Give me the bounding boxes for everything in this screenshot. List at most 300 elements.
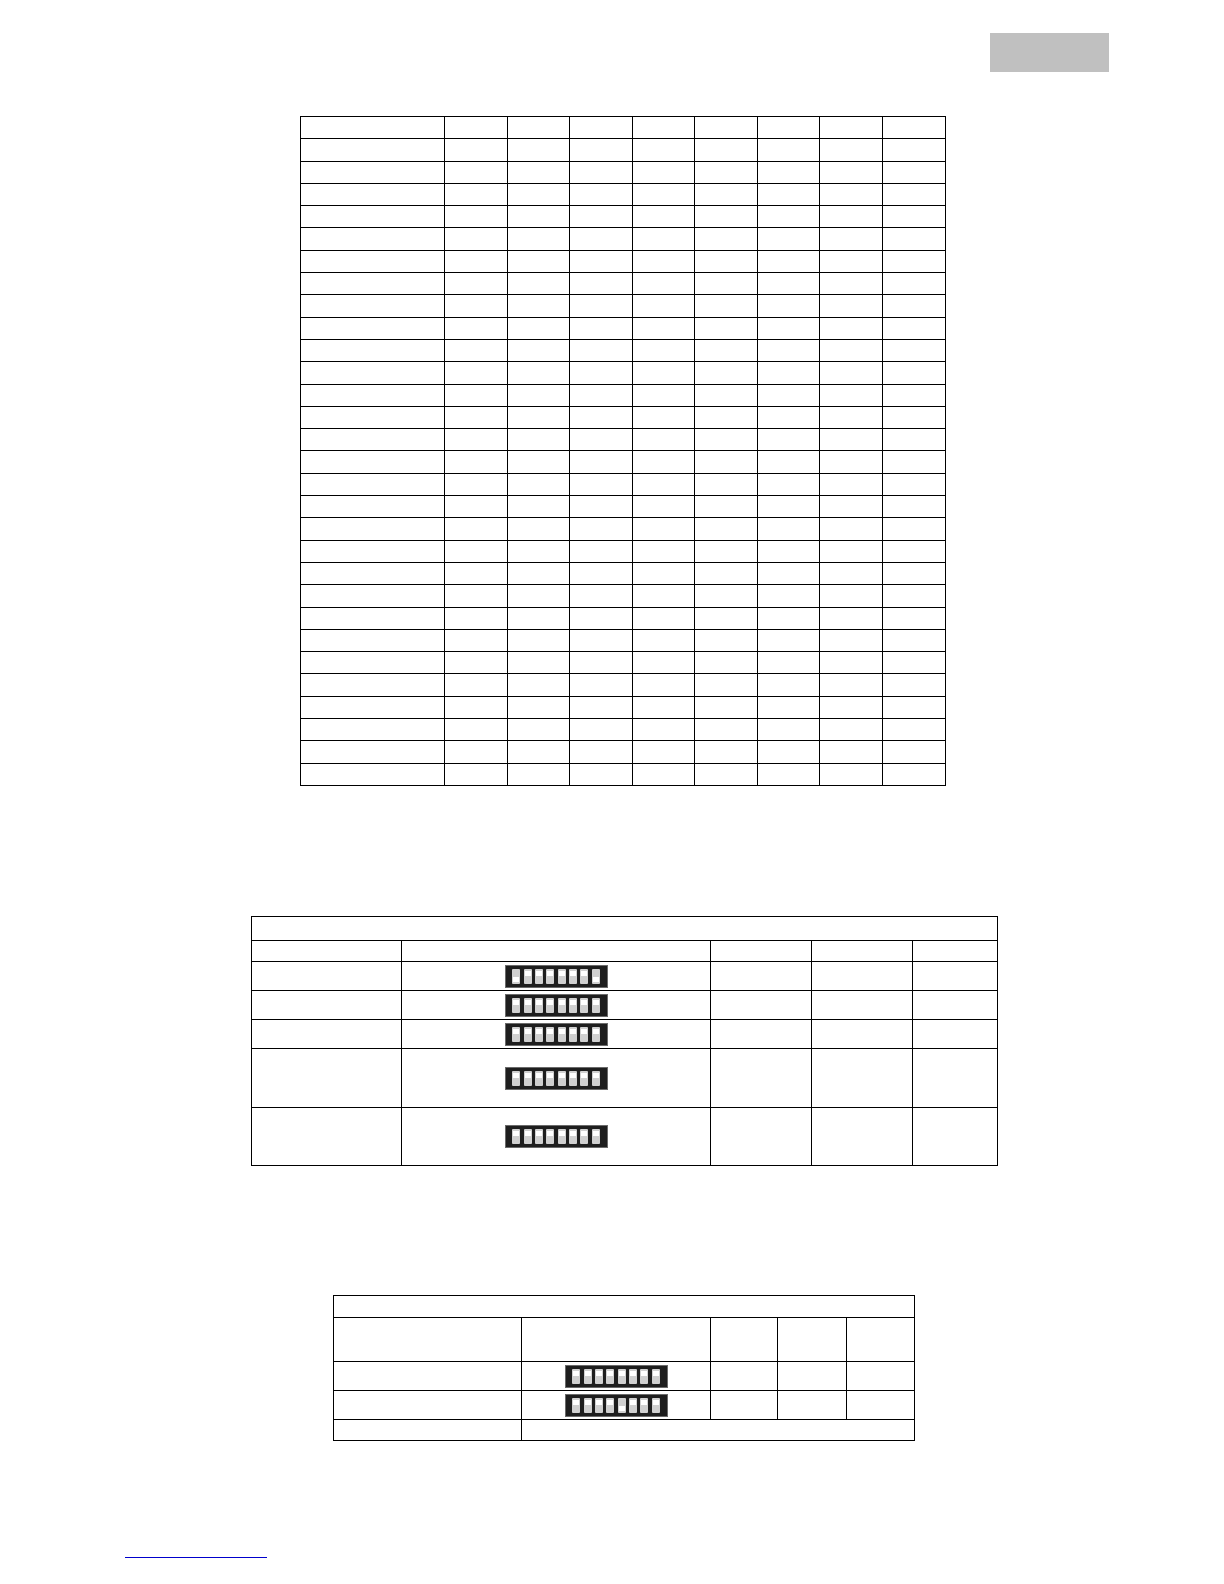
table-cell <box>695 362 758 384</box>
dip-switch-lever <box>546 1129 554 1144</box>
table-cell <box>695 473 758 495</box>
table-row <box>301 339 946 361</box>
table-row <box>301 384 946 406</box>
table-cell <box>820 585 883 607</box>
table-cell <box>570 629 633 651</box>
table-cell <box>913 962 998 991</box>
table-cell <box>812 1020 913 1049</box>
table-cell <box>445 451 508 473</box>
table-cell <box>758 473 820 495</box>
table-cell <box>301 629 445 651</box>
table-cell <box>570 451 633 473</box>
dip-switch-cell <box>402 991 711 1020</box>
table-cell <box>820 228 883 250</box>
table-cell <box>695 384 758 406</box>
table-cell <box>508 674 570 696</box>
table-cell <box>695 540 758 562</box>
table-cell <box>570 719 633 741</box>
table-cell <box>711 991 812 1020</box>
table-cell <box>812 1108 913 1166</box>
dip-switch-lever <box>629 1398 637 1413</box>
table-cell <box>883 384 946 406</box>
table-cell <box>445 763 508 785</box>
table-cell <box>695 518 758 540</box>
table-cell <box>301 540 445 562</box>
table-cell <box>883 206 946 228</box>
table-cell <box>695 206 758 228</box>
table-cell <box>445 607 508 629</box>
table-cell <box>758 652 820 674</box>
header-cell <box>334 1318 522 1362</box>
table-cell <box>883 496 946 518</box>
table-cell <box>711 962 812 991</box>
table-cell <box>820 317 883 339</box>
table-cell <box>633 250 695 272</box>
table-row <box>301 562 946 584</box>
dip-switch-lever <box>558 969 566 984</box>
table-cell <box>820 652 883 674</box>
table-cell <box>570 741 633 763</box>
table-cell <box>695 295 758 317</box>
table-cell <box>445 339 508 361</box>
table-cell <box>508 629 570 651</box>
table-cell <box>695 406 758 428</box>
table-cell <box>633 362 695 384</box>
dip-switch-lever <box>606 1398 614 1413</box>
table-row <box>301 317 946 339</box>
table-cell <box>301 139 445 161</box>
table-cell <box>445 139 508 161</box>
table-cell <box>301 429 445 451</box>
table-cell <box>820 473 883 495</box>
table-cell <box>633 139 695 161</box>
table-cell <box>695 161 758 183</box>
table-title-row <box>334 1296 915 1318</box>
table-cell <box>301 585 445 607</box>
table-cell <box>445 317 508 339</box>
table-cell <box>334 1362 522 1391</box>
dip-switch-icon <box>505 1067 608 1090</box>
dip-switch-lever <box>652 1398 660 1413</box>
dip-switch-lever <box>546 1027 554 1042</box>
table-cell <box>570 585 633 607</box>
dip-switch-cell <box>402 1049 711 1108</box>
footnote-link-underline[interactable] <box>125 1557 267 1558</box>
table-cell <box>445 206 508 228</box>
table-cell <box>445 228 508 250</box>
table-cell <box>847 1362 915 1391</box>
dip-switch-lever <box>535 998 543 1013</box>
table-row <box>301 161 946 183</box>
table-cell <box>820 161 883 183</box>
table-cell <box>913 1049 998 1108</box>
table-cell <box>570 273 633 295</box>
table-cell <box>508 317 570 339</box>
page-tab-marker <box>990 33 1109 72</box>
table-cell <box>570 317 633 339</box>
header-cell <box>522 1318 711 1362</box>
table-cell <box>445 562 508 584</box>
table-cell <box>301 228 445 250</box>
dip-switch-lever <box>558 1129 566 1144</box>
dip-switch-lever <box>535 1129 543 1144</box>
header-cell <box>913 941 998 962</box>
dip-switch-icon <box>565 1365 668 1388</box>
table-cell <box>508 362 570 384</box>
table-cell <box>758 228 820 250</box>
table-cell <box>820 562 883 584</box>
table-cell <box>252 991 402 1020</box>
dip-switch-lever <box>584 1369 592 1384</box>
table-cell <box>633 629 695 651</box>
dip-switch-lever <box>606 1369 614 1384</box>
table-cell <box>570 674 633 696</box>
table-cell <box>301 607 445 629</box>
dip-switch-lever <box>558 998 566 1013</box>
table-cell <box>633 339 695 361</box>
table-cell <box>758 339 820 361</box>
dip-switch-cell <box>402 1020 711 1049</box>
table-cell <box>695 696 758 718</box>
dip-switch-lever <box>535 1071 543 1086</box>
table-cell <box>445 696 508 718</box>
table-cell <box>633 473 695 495</box>
table-cell <box>758 496 820 518</box>
dip-switch-table-2 <box>333 1295 915 1441</box>
table-cell <box>695 339 758 361</box>
table-cell <box>445 585 508 607</box>
table-cell <box>301 719 445 741</box>
table-cell <box>633 429 695 451</box>
table-row <box>301 741 946 763</box>
table-cell <box>883 339 946 361</box>
table-cell <box>883 250 946 272</box>
table-title-row <box>252 917 998 941</box>
table-cell <box>508 139 570 161</box>
table-cell <box>301 384 445 406</box>
table-cell <box>508 429 570 451</box>
table-cell <box>758 117 820 139</box>
dip-switch-lever <box>524 1071 532 1086</box>
table-cell <box>883 117 946 139</box>
table-cell <box>820 719 883 741</box>
table-cell <box>633 763 695 785</box>
table-cell <box>883 362 946 384</box>
table-cell <box>820 496 883 518</box>
table-cell <box>847 1391 915 1420</box>
table-cell <box>695 674 758 696</box>
table-cell <box>633 384 695 406</box>
table-cell <box>633 719 695 741</box>
table-cell <box>883 295 946 317</box>
dip-switch-cell <box>522 1362 711 1391</box>
table-row <box>301 496 946 518</box>
table-cell <box>445 540 508 562</box>
table-cell <box>758 183 820 205</box>
table-row <box>301 652 946 674</box>
table-row <box>301 228 946 250</box>
table-cell <box>695 228 758 250</box>
table-cell <box>913 991 998 1020</box>
table-row <box>301 696 946 718</box>
table-cell <box>820 339 883 361</box>
dip-switch-lever <box>580 1129 588 1144</box>
table-cell <box>695 607 758 629</box>
table-cell <box>445 629 508 651</box>
table-cell <box>913 1108 998 1166</box>
table-cell <box>633 585 695 607</box>
dip-switch-cell <box>522 1391 711 1420</box>
dip-switch-lever <box>558 1071 566 1086</box>
table-row <box>301 518 946 540</box>
table-cell <box>445 429 508 451</box>
table-cell <box>758 161 820 183</box>
table-row <box>301 183 946 205</box>
grid-table <box>300 116 946 786</box>
header-cell <box>252 941 402 962</box>
table-cell <box>445 674 508 696</box>
table-cell <box>820 741 883 763</box>
table-cell <box>301 451 445 473</box>
table-cell <box>695 652 758 674</box>
table-cell <box>695 429 758 451</box>
table-cell <box>883 696 946 718</box>
dip-switch-lever <box>512 969 520 984</box>
table-row <box>301 607 946 629</box>
dip-switch-lever <box>569 1027 577 1042</box>
table-cell <box>570 473 633 495</box>
table-cell <box>570 652 633 674</box>
table-cell <box>758 719 820 741</box>
table-cell <box>820 518 883 540</box>
table-cell <box>445 362 508 384</box>
table-cell <box>301 339 445 361</box>
dip-switch-lever <box>569 969 577 984</box>
table-cell <box>570 362 633 384</box>
table-cell <box>633 206 695 228</box>
table-cell <box>252 1020 402 1049</box>
table-cell <box>695 585 758 607</box>
table-cell <box>301 183 445 205</box>
table-cell <box>820 763 883 785</box>
table-cell <box>758 273 820 295</box>
table-cell <box>445 183 508 205</box>
dip-switch-lever <box>640 1398 648 1413</box>
table-cell <box>301 273 445 295</box>
table-cell <box>711 1362 778 1391</box>
table-cell <box>508 585 570 607</box>
table-cell <box>758 406 820 428</box>
table-cell <box>570 161 633 183</box>
table-cell <box>508 473 570 495</box>
table-cell <box>758 317 820 339</box>
table-row <box>301 674 946 696</box>
table-cell <box>445 250 508 272</box>
table-cell <box>633 607 695 629</box>
table-cell <box>445 161 508 183</box>
table-cell <box>883 139 946 161</box>
table-cell <box>570 117 633 139</box>
dip-switch-lever <box>584 1398 592 1413</box>
table-cell <box>820 429 883 451</box>
dip-switch-lever <box>572 1369 580 1384</box>
table-cell <box>820 406 883 428</box>
table-cell <box>508 339 570 361</box>
table-cell <box>820 273 883 295</box>
table-cell <box>570 295 633 317</box>
dip-switch-icon <box>505 994 608 1017</box>
table-cell <box>522 1420 915 1441</box>
table-cell <box>570 696 633 718</box>
table-cell <box>820 674 883 696</box>
table-row <box>301 250 946 272</box>
header-cell <box>711 1318 778 1362</box>
dip-switch-icon <box>505 965 608 988</box>
table-cell <box>445 652 508 674</box>
table-cell <box>445 496 508 518</box>
table-cell <box>633 741 695 763</box>
dip-switch-lever <box>580 969 588 984</box>
table-cell <box>812 991 913 1020</box>
table-cell <box>758 451 820 473</box>
table-cell <box>508 540 570 562</box>
dip-switch-lever <box>572 1398 580 1413</box>
table-cell <box>508 652 570 674</box>
table-cell <box>445 117 508 139</box>
table-cell <box>301 496 445 518</box>
table-cell <box>570 607 633 629</box>
table-cell <box>301 362 445 384</box>
table-cell <box>570 339 633 361</box>
dip-switch-icon <box>565 1394 668 1417</box>
table-cell <box>301 473 445 495</box>
table-cell <box>633 273 695 295</box>
table-cell <box>508 496 570 518</box>
table-cell <box>508 273 570 295</box>
table-cell <box>758 518 820 540</box>
table-row <box>301 629 946 651</box>
table-row <box>301 473 946 495</box>
table-row <box>301 206 946 228</box>
table-row <box>301 763 946 785</box>
table-cell <box>695 719 758 741</box>
table-cell <box>758 674 820 696</box>
table-cell <box>883 183 946 205</box>
header-cell <box>402 941 711 962</box>
table-cell <box>883 719 946 741</box>
table-cell <box>758 206 820 228</box>
table-cell <box>820 451 883 473</box>
dip-switch-lever <box>558 1027 566 1042</box>
table-row <box>301 139 946 161</box>
table-cell <box>508 161 570 183</box>
dip-switch-lever <box>524 969 532 984</box>
header-cell <box>711 941 812 962</box>
table-cell <box>633 451 695 473</box>
dip-switch-lever <box>580 998 588 1013</box>
table-cell <box>252 962 402 991</box>
table-row <box>301 719 946 741</box>
table-cell <box>301 161 445 183</box>
table-cell <box>758 607 820 629</box>
table-cell <box>508 607 570 629</box>
table-cell <box>301 696 445 718</box>
table-cell <box>508 384 570 406</box>
table-cell <box>812 1049 913 1108</box>
header-cell <box>812 941 913 962</box>
table-cell <box>508 228 570 250</box>
table-cell <box>695 117 758 139</box>
dip-switch-lever <box>546 998 554 1013</box>
table-cell <box>252 1049 402 1108</box>
table-cell <box>301 406 445 428</box>
table-cell <box>508 183 570 205</box>
dip-switch-lever <box>592 998 600 1013</box>
table-cell <box>883 429 946 451</box>
dip-switch-lever <box>524 1129 532 1144</box>
table-cell <box>508 295 570 317</box>
table-cell <box>820 629 883 651</box>
table-cell <box>695 273 758 295</box>
table-row <box>301 362 946 384</box>
table-cell <box>883 585 946 607</box>
table-cell <box>758 629 820 651</box>
table-cell <box>633 406 695 428</box>
table-cell <box>301 518 445 540</box>
table-cell <box>820 540 883 562</box>
table-cell <box>252 1108 402 1166</box>
table-cell <box>883 652 946 674</box>
table-cell <box>633 674 695 696</box>
table-cell <box>301 295 445 317</box>
table-cell <box>758 139 820 161</box>
table-cell <box>695 451 758 473</box>
table-row <box>301 295 946 317</box>
dip-switch-lever <box>524 998 532 1013</box>
table-cell <box>883 451 946 473</box>
table-cell <box>883 607 946 629</box>
table-cell <box>695 317 758 339</box>
table-cell <box>695 629 758 651</box>
dip-switch-lever <box>546 1071 554 1086</box>
table-cell <box>570 562 633 584</box>
table-cell <box>711 1049 812 1108</box>
table-cell <box>633 540 695 562</box>
dip-switch-lever <box>535 969 543 984</box>
table-cell <box>758 250 820 272</box>
header-cell <box>778 1318 847 1362</box>
table-cell <box>758 429 820 451</box>
table-cell <box>445 406 508 428</box>
table-cell <box>301 763 445 785</box>
table-cell <box>334 1391 522 1420</box>
table-cell <box>508 206 570 228</box>
dip-switch-lever <box>592 1027 600 1042</box>
dip-switch-lever <box>512 998 520 1013</box>
table-cell <box>301 117 445 139</box>
dip-switch-lever <box>595 1398 603 1413</box>
table-cell <box>758 295 820 317</box>
table-cell <box>758 585 820 607</box>
table-cell <box>820 117 883 139</box>
table-cell <box>570 763 633 785</box>
table-cell <box>711 1108 812 1166</box>
table-row <box>301 273 946 295</box>
table-cell <box>633 696 695 718</box>
table-cell <box>445 384 508 406</box>
table-cell <box>633 496 695 518</box>
table-cell <box>778 1391 847 1420</box>
